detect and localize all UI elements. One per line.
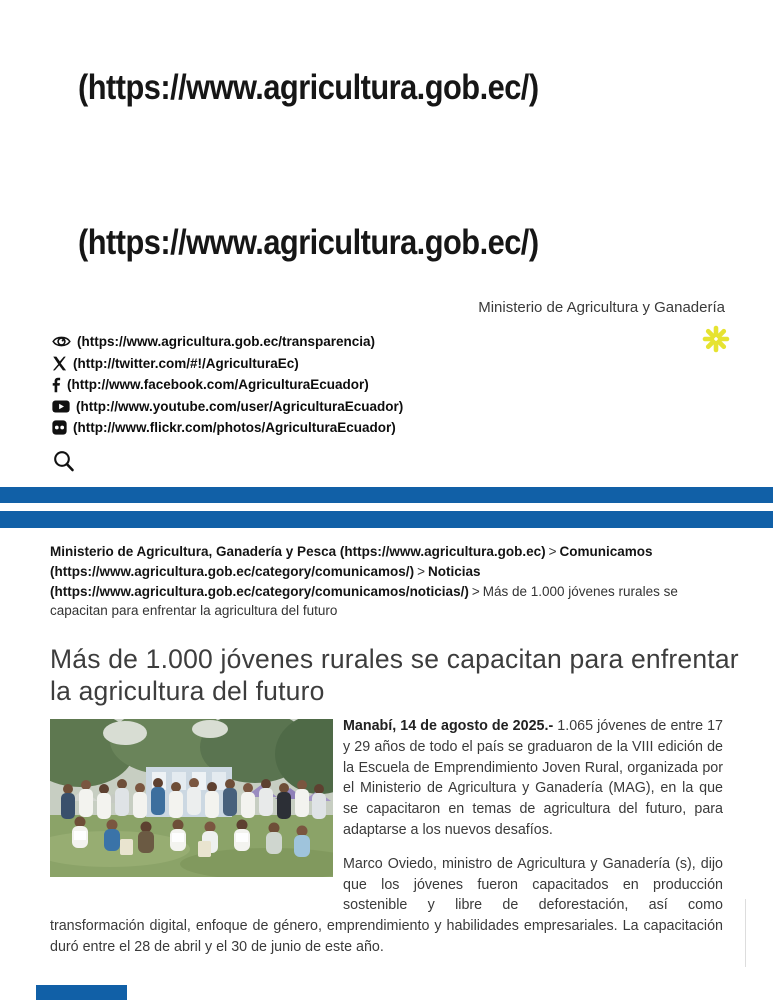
footer-blue-bar bbox=[36, 985, 127, 1000]
breadcrumb-separator: > bbox=[471, 583, 480, 599]
transparency-link[interactable] bbox=[52, 333, 403, 350]
article-photo-group-of-graduates bbox=[50, 719, 333, 877]
blue-divider-bar-bottom bbox=[0, 511, 773, 528]
twitter-link[interactable] bbox=[52, 355, 403, 372]
breadcrumb bbox=[50, 542, 706, 621]
loader-asterisk-icon bbox=[702, 325, 730, 353]
article-dateline: Manabí, 14 de agosto de 2025.- bbox=[343, 718, 554, 734]
twitter-link-label: (http://twitter.com/#!/AgriculturaEc) bbox=[73, 355, 299, 371]
breadcrumb-link-home[interactable]: Ministerio de Agricultura, Ganadería y Pesca (https://www.agricultura.gob.ec) bbox=[50, 544, 546, 559]
ministry-name: Ministerio de Agricultura y Ganadería bbox=[478, 299, 725, 316]
article-paragraph-2: Marco Oviedo, ministro de Agricultura y Ganadería (s), dijo que los jóvenes fueron capacitados en producción sostenible y libre de deforestación, así como transformación digital, enfoque de género, emprendimiento y habilidades empresariales. La capacitación duró entre el 28 de abril y el 30 de junio de este año. bbox=[50, 855, 723, 955]
article-title: Más de 1.000 jóvenes rurales se capacitan para enfrentar la agricultura del futuro bbox=[50, 644, 739, 706]
blue-divider-bar-top bbox=[0, 487, 773, 503]
breadcrumb-link-noticias[interactable]: Noticias (https://www.agricultura.gob.ec/category/comunicamos/noticias/) bbox=[50, 563, 481, 599]
youtube-link-label: (http://www.youtube.com/user/AgriculturaEcuador) bbox=[76, 398, 404, 414]
flickr-link[interactable] bbox=[52, 419, 403, 436]
flickr-link-label: (http://www.flickr.com/photos/AgriculturaEcuador) bbox=[73, 420, 396, 435]
breadcrumb-link-comunicamos[interactable]: Comunicamos (https://www.agricultura.gob.ec/category/comunicamos/) bbox=[50, 544, 653, 579]
breadcrumb-separator: > bbox=[417, 563, 425, 579]
twitter-x-icon bbox=[52, 356, 67, 371]
facebook-link-label: (http://www.facebook.com/AgriculturaEcuador) bbox=[67, 377, 369, 392]
search-icon[interactable] bbox=[51, 449, 77, 475]
transparency-link-label: (https://www.agricultura.gob.ec/transparencia) bbox=[77, 334, 376, 349]
youtube-link[interactable] bbox=[52, 398, 403, 415]
site-home-link-top[interactable] bbox=[78, 68, 601, 108]
article-paragraph-1-text: 1.065 jóvenes de entre 17 y 29 años de todo el país se graduaron de la VIII edición de la Escuela de Emprendimiento Joven Rural, organizada por el Ministerio de Agricultura y Ganadería (MAG), en la que se capacitaron en temas de agricultura del futuro, para adaptarse a los nuevos desafíos. bbox=[343, 718, 723, 838]
breadcrumb-separator: > bbox=[548, 544, 557, 559]
youtube-icon bbox=[52, 400, 70, 413]
social-links-list bbox=[52, 333, 403, 436]
right-edge-rule bbox=[745, 899, 746, 967]
transparency-eye-icon bbox=[52, 334, 71, 349]
facebook-link[interactable] bbox=[52, 376, 403, 393]
site-home-link-top-label: (https://www.agricultura.gob.ec/) bbox=[78, 68, 539, 107]
flickr-icon bbox=[52, 420, 67, 435]
site-home-link-second[interactable] bbox=[78, 223, 601, 263]
site-home-link-second-label: (https://www.agricultura.gob.ec/) bbox=[78, 223, 539, 262]
facebook-icon bbox=[52, 377, 61, 393]
article-body bbox=[50, 716, 723, 971]
breadcrumb-current-page: Más de 1.000 jóvenes rurales se capacitan para enfrentar la agricultura del futuro bbox=[50, 583, 678, 619]
